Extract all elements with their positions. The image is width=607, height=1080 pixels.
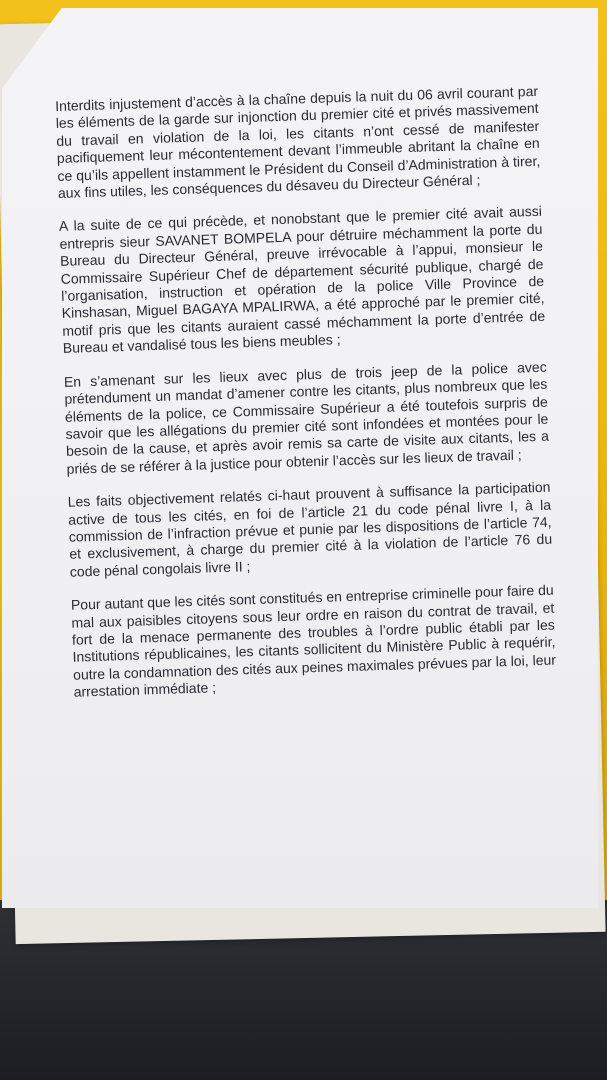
paragraph-5: Pour autant que les cités sont constitués en entreprise criminelle pour faire du mal aux paisibles citoyens sous leur ordre en raison du contrat de travail, et fort de la menace permanente des troubles à l’ordre public établi par les Institutions républicaines, les citants sollicitent du Ministère Public à requérir, outre la condamnation des cités aux peines maximales prévues par la loi, leur arrestation immédiate ;: [70, 581, 557, 700]
document-body: [55, 83, 557, 717]
paragraph-4: Les faits objectivement relatés ci-haut prouvent à suffisance la participation active de tous les cités, en foi de l’article 21 du code pénal livre I, à la commission de l’infraction prévue et punie par les dispositions de l’article 74, et exclusivement, à charge du premier cité à la violation de l’article 76 du code pénal congolais livre II ;: [67, 478, 553, 580]
paragraph-3: En s’amenant sur les lieux avec plus de trois jeep de la police avec prétendument un mandat d’amener contre les citants, plus nombreux que les éléments de la police, ce Commissaire Supérieur a été toutefois surpris de savoir que les allégations du premier cité sont infondées et montées pour le besoin de la cause, et après avoir remis sa carte de visite aux citants, les a priés de se référer à la justice pour obtenir l’accès sur les lieux de travail ;: [63, 358, 550, 477]
paragraph-1: Interdits injustement d’accès à la chaîne depuis la nuit du 06 avril courant par les éléments de la garde sur injonction du premier cité et privés massivement du travail en violation de la loi, les citants n’ont cessé de manifester pacifiquement leur mécontentement devant l’immeuble abritant la chaîne en ce qu’ils appellent instamment le Président du Conseil d’Administration à tirer, aux fins utiles, les conséquences du désaveu du Directeur Général ;: [55, 82, 541, 201]
paragraph-2: A la suite de ce qui précède, et nonobstant que le premier cité avait aussi entrepris sieur SAVANET BOMPELA pour détruire méchamment la porte du Bureau du Directeur Général, preuve irrévocable à l’appui, monsieur le Commissaire Supérieur Chef de département sécurité publique, chargé de l’organisation, instruction et opération de la police Ville Province de Kinshasan, Miguel BAGAYA MPALIRWA, a été approché par le premier cité, motif pris que les citants auraient cassé méchamment la porte d’entrée de Bureau et vandalisé tous les biens meubles ;: [58, 203, 546, 357]
